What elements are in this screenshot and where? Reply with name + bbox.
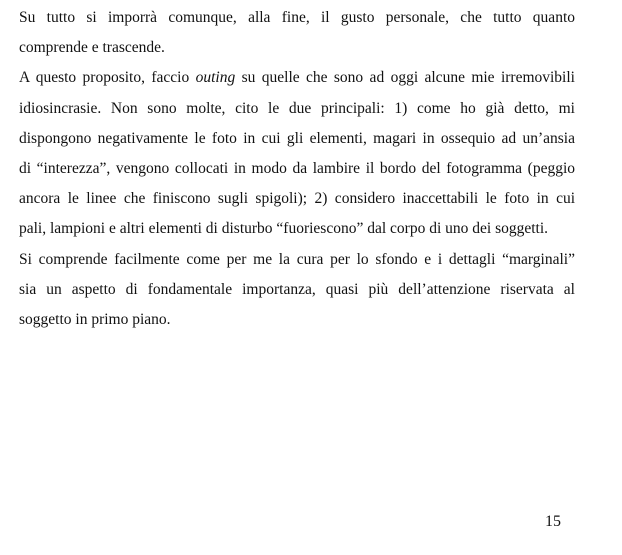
page-number: 15 xyxy=(545,513,561,530)
text-line: Su tutto si imporrà comunque, alla fine, il gusto personale, che tutto quanto xyxy=(19,9,575,26)
text-line: comprende e trascende. xyxy=(19,39,165,57)
text-segment: A questo proposito, faccio xyxy=(19,69,196,87)
text-segment: su quelle che sono ad oggi alcune mie irremovibili xyxy=(235,69,575,87)
text-line: ancora le linee che finiscono sugli spigoli); 2) considero inaccettabili le foto in cui xyxy=(19,190,575,208)
italic-word: outing xyxy=(195,69,236,87)
text-line: di “interezza”, vengono collocati in modo da lambire il bordo del fotogramma (peggio xyxy=(19,159,575,177)
text-line: sia un aspetto di fondamentale importanza, quasi più dell’attenzione riservata al xyxy=(19,280,575,298)
text-line: Si comprende facilmente come per me la cura per lo sfondo e i dettagli “marginali” xyxy=(19,250,575,268)
text-line: dispongono negativamente le foto in cui gli elementi, magari in ossequio ad un’ansia xyxy=(19,129,575,147)
text-line: soggetto in primo piano. xyxy=(19,310,171,328)
text-line xyxy=(19,63,575,93)
text-line: pali, lampioni e altri elementi di disturbo “fuoriescono” dal corpo di uno dei soggetti. xyxy=(19,220,549,238)
text-line: idiosincrasie. Non sono molte, cito le due principali: 1) come ho già detto, mi xyxy=(19,99,575,117)
body-text xyxy=(19,3,575,335)
